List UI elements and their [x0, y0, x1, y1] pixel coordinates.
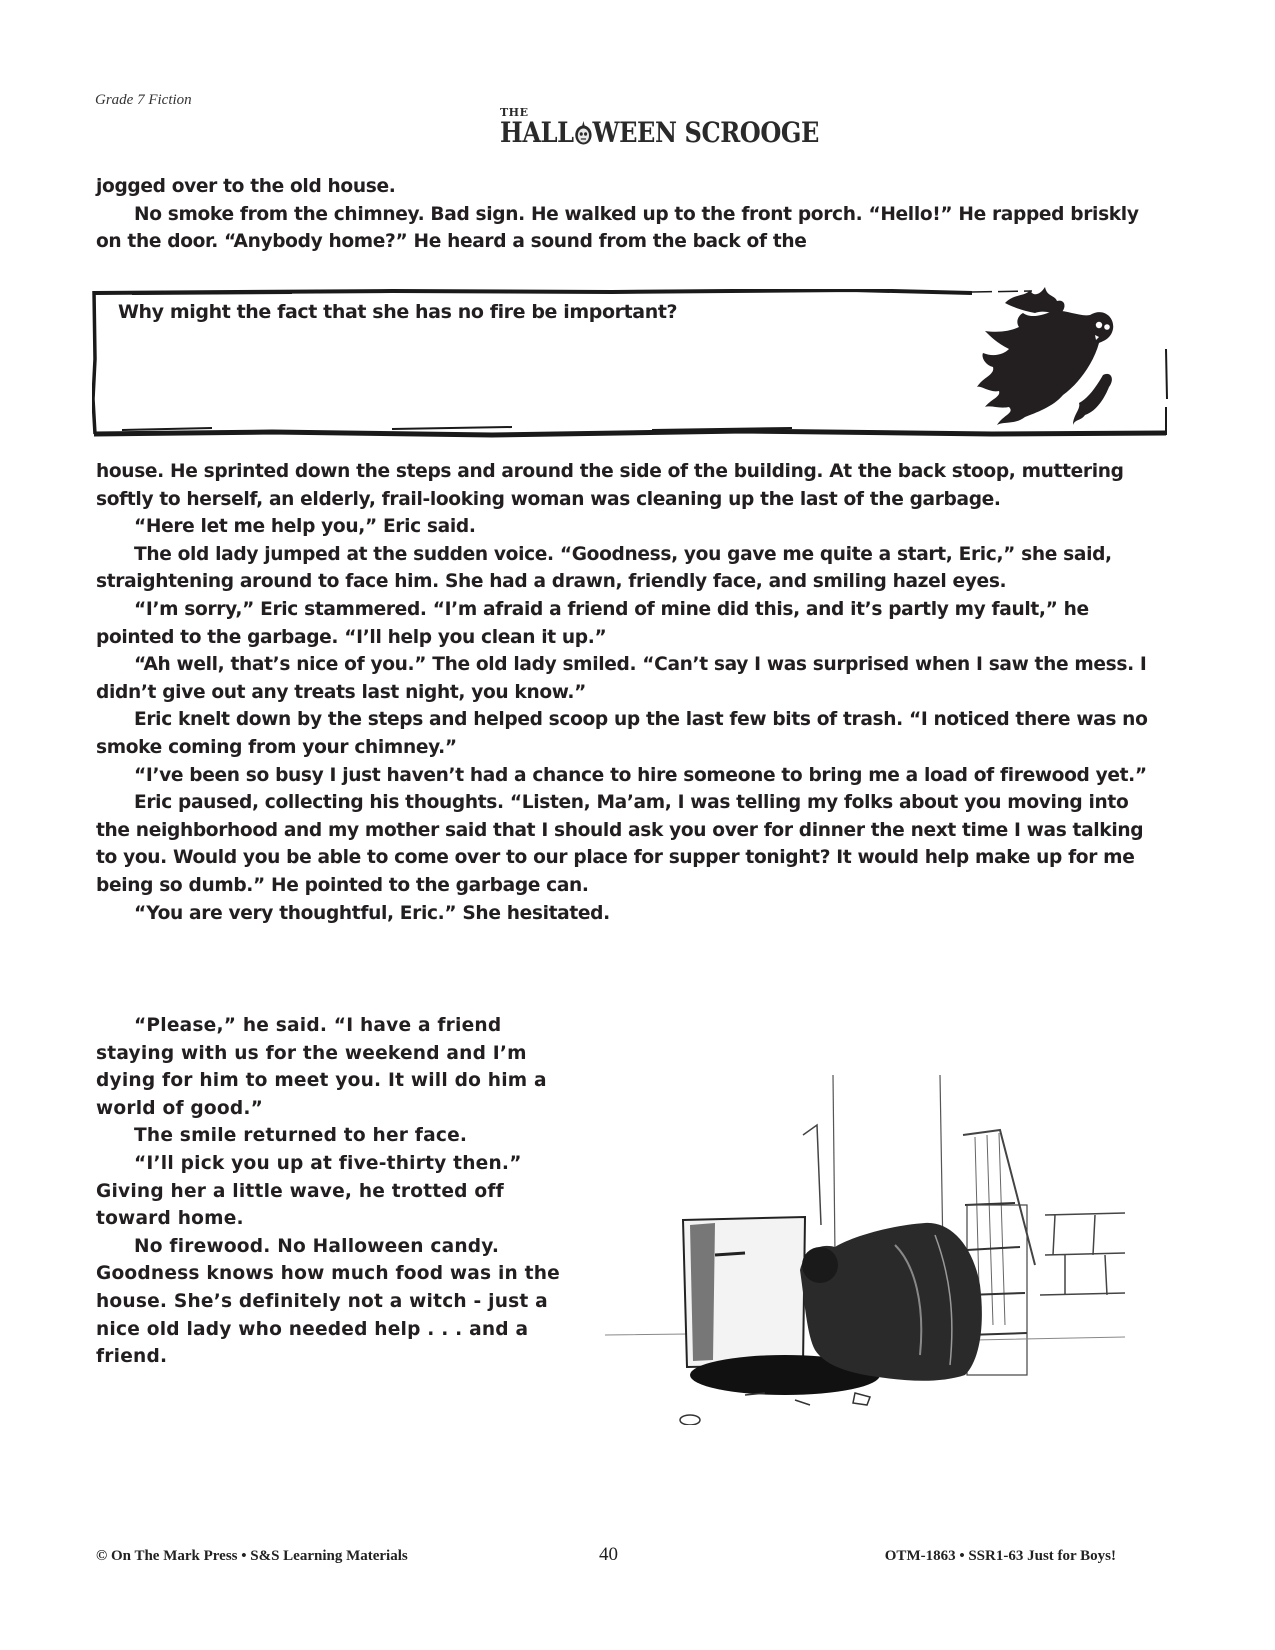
ghost-icon: [975, 275, 1125, 440]
old-woman-illustration: [595, 1075, 1125, 1425]
story-text-top: [96, 173, 1156, 256]
page-number: 40: [599, 1544, 618, 1565]
paragraph: “You are very thoughtful, Eric.” She hesitated.: [134, 902, 610, 924]
paragraph: “Ah well, that’s nice of you.” The old lady smiled. “Can’t say I was surprised when I saw the mess. I didn’t give out any treats last night, you know.”: [96, 654, 1147, 703]
paragraph: The old lady jumped at the sudden voice. “Goodness, you gave me quite a start, Eric,” she said, straightening around to face him. She had a drawn, friendly face, and smiling hazel eyes.: [96, 543, 1112, 593]
publisher-credit: © On The Mark Press • S&S Learning Materials: [96, 1548, 408, 1564]
story-text-bottom: [96, 1012, 566, 1371]
paragraph: The smile returned to her face.: [134, 1125, 468, 1147]
pumpkin-skull-icon: [574, 121, 593, 145]
paragraph: “Please,” he said. “I have a friend staying with us for the weekend and I’m dying for him to meet you. It will do him a world of good.”: [96, 1015, 547, 1119]
story-title-logo: [500, 106, 819, 156]
title-small: THE: [500, 106, 529, 119]
paragraph: “I’m sorry,” Eric stammered. “I’m afraid a friend of mine did this, and it’s partly my fault,” he pointed to the garbage. “I’ll help you clean it up.”: [96, 598, 1089, 648]
paragraph: “Here let me help you,” Eric said.: [134, 516, 476, 538]
story-text-middle: [96, 458, 1161, 927]
paragraph: No smoke from the chimney. Bad sign. He walked up to the front porch. “Hello!” He rapped briskly on the door. “Anybody home?” He heard a sound from the back of the: [96, 203, 1139, 253]
title-main: [500, 116, 819, 149]
paragraph: “I’ll pick you up at five-thirty then.” Giving her a little wave, he trotted off toward home.: [96, 1152, 522, 1230]
product-code: OTM-1863 • SSR1-63 Just for Boys!: [884, 1548, 1116, 1564]
title-part-2: WEEN SCROOGE: [592, 116, 819, 149]
paragraph: house. He sprinted down the steps and around the side of the building. At the back stoop, muttering softly to herself, an elderly, frail-looking woman was cleaning up the last of the garbage.: [96, 461, 1124, 510]
title-part-1: HALL: [500, 116, 574, 149]
question-prompt: Why might the fact that she has no fire be important?: [118, 301, 678, 323]
paragraph: jogged over to the old house.: [96, 176, 396, 197]
paragraph: “I’ve been so busy I just haven’t had a chance to hire someone to bring me a load of firewood yet.”: [134, 764, 1147, 786]
paragraph: Eric knelt down by the steps and helped scoop up the last few bits of trash. “I noticed there was no smoke coming from your chimney.”: [96, 709, 1148, 758]
grade-label: Grade 7 Fiction: [95, 92, 192, 108]
paragraph: No firewood. No Halloween candy. Goodness knows how much food was in the house. She’s definitely not a witch - just a nice old lady who needed help . . . and a friend.: [96, 1235, 560, 1368]
paragraph: Eric paused, collecting his thoughts. “Listen, Ma’am, I was telling my folks about you moving into the neighborhood and my mother said that I should ask you over for dinner the next time I was talking to you. Would you be able to come over to our place for supper tonight? It would help make up for me being so dumb.” He pointed to the garbage can.: [96, 792, 1144, 896]
